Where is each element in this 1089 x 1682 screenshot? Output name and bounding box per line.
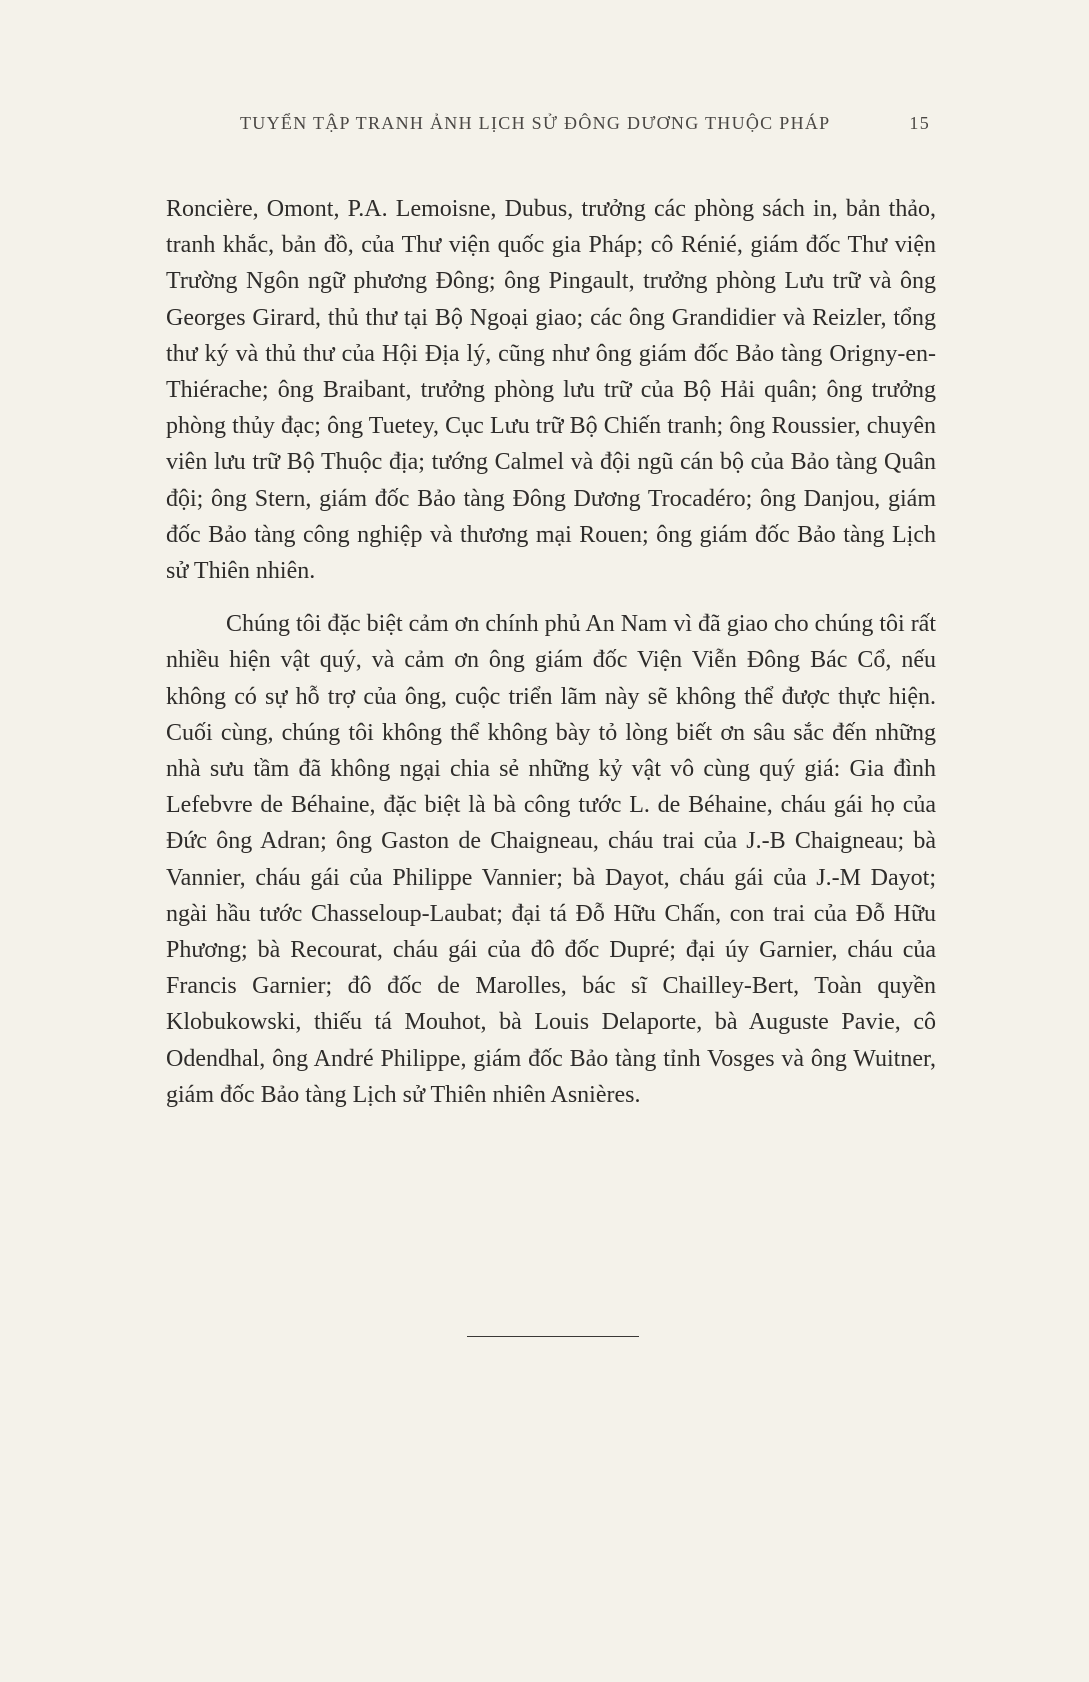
page-number: 15 (909, 113, 930, 133)
running-header (240, 113, 930, 134)
body-text (166, 191, 936, 1113)
paragraph-2: Chúng tôi đặc biệt cảm ơn chính phủ An Nam vì đã giao cho chúng tôi rất nhiều hiện vật quý, và cảm ơn ông giám đốc Viện Viễn Đông Bác Cổ, nếu không có sự hỗ trợ của ông, cuộc triển lãm này sẽ không thể được thực hiện. Cuối cùng, chúng tôi không thể không bày tỏ lòng biết ơn sâu sắc đến những nhà sưu tầm đã không ngại chia sẻ những kỷ vật vô cùng quý giá: Gia đình Lefebvre de Béhaine, đặc biệt là bà công tước L. de Béhaine, cháu gái họ của Đức ông Adran; ông Gaston de Chaigneau, cháu trai của J.-B Chaigneau; bà Vannier, cháu gái của Philippe Vannier; bà Dayot, cháu gái của J.-M Dayot; ngài hầu tước Chasseloup-Laubat; đại tá Đỗ Hữu Chấn, con trai của Đỗ Hữu Phương; bà Recourat, cháu gái của đô đốc Dupré; đại úy Garnier, cháu của Francis Garnier; đô đốc de Marolles, bác sĩ Chailley-Bert, Toàn quyền Klobukowski, thiếu tá Mouhot, bà Louis Delaporte, bà Auguste Pavie, cô Odendhal, ông André Philippe, giám đốc Bảo tàng tỉnh Vosges và ông Wuitner, giám đốc Bảo tàng Lịch sử Thiên nhiên Asnières. (166, 611, 936, 1108)
section-end-rule (467, 1336, 639, 1337)
paragraph-1: Roncière, Omont, P.A. Lemoisne, Dubus, trưởng các phòng sách in, bản thảo, tranh khắc, bản đồ, của Thư viện quốc gia Pháp; cô Rénié, giám đốc Thư viện Trường Ngôn ngữ phương Đông; ông Pingault, trưởng phòng Lưu trữ và ông Georges Girard, thủ thư tại Bộ Ngoại giao; các ông Grandidier và Reizler, tổng thư ký và thủ thư của Hội Địa lý, cũng như ông giám đốc Bảo tàng Origny-en-Thiérache; ông Braibant, trưởng phòng lưu trữ của Bộ Hải quân; ông trưởng phòng thủy đạc; ông Tuetey, Cục Lưu trữ Bộ Chiến tranh; ông Roussier, chuyên viên lưu trữ Bộ Thuộc địa; tướng Calmel và đội ngũ cán bộ của Bảo tàng Quân đội; ông Stern, giám đốc Bảo tàng Đông Dương Trocadéro; ông Danjou, giám đốc Bảo tàng công nghiệp và thương mại Rouen; ông giám đốc Bảo tàng Lịch sử Thiên nhiên. (166, 196, 936, 585)
running-title: TUYỂN TẬP TRANH ẢNH LỊCH SỬ ĐÔNG DƯƠNG THUỘC PHÁP (240, 113, 831, 133)
